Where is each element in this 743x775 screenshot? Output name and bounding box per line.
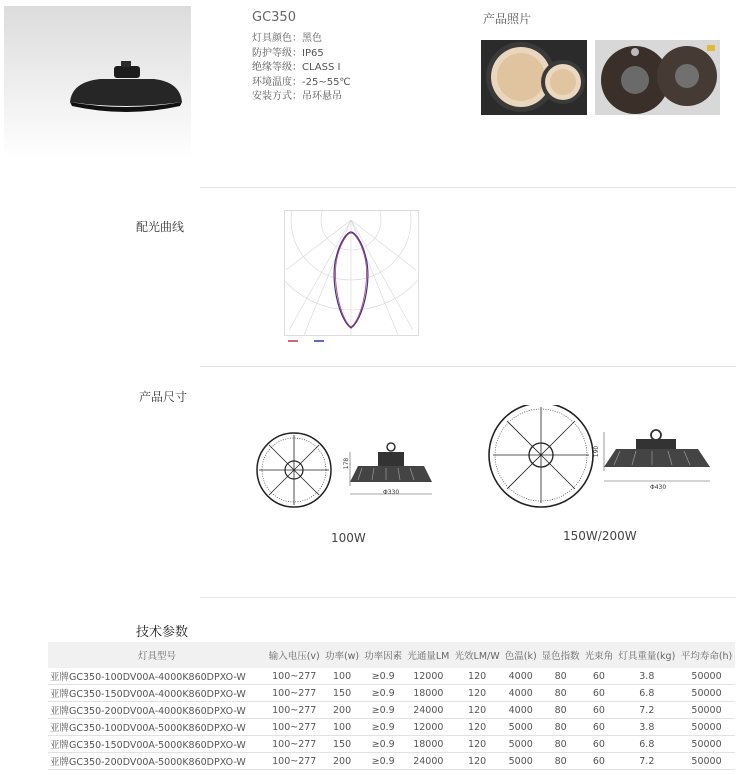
table-cell: 60 [592,687,605,699]
model-name: GC350 [252,10,296,25]
table-cell-model: 亚牌GC350-150DV00A-4000K860DPXO-W [50,689,246,700]
th-beam-angle: 光束角 [584,651,614,662]
table-row [48,702,735,719]
spec-table-container [48,642,735,770]
table-cell: 6.8 [639,738,655,750]
table-cell: 120 [468,687,487,699]
table-cell: 6.8 [639,687,655,699]
section-title-light-curve: 配光曲线 [136,220,185,234]
table-header-row [48,642,735,668]
section-title-dimensions: 产品尺寸 [139,390,188,404]
table-cell: 3.8 [639,721,655,733]
table-cell: 7.2 [639,704,655,716]
table-cell: 80 [554,755,567,767]
table-cell: 5000 [508,755,533,767]
th-power: 功率(w) [324,651,360,662]
section-title-tech-params: 技术参数 [136,625,189,640]
spec-label: 防护等级： [252,47,302,59]
table-cell-model: 亚牌GC350-200DV00A-4000K860DPXO-W [50,706,246,717]
spec-value: 吊环悬吊 [302,91,342,102]
table-row [48,685,735,702]
product-photo-front [481,40,587,115]
th-power-factor: 功率因素 [364,651,403,662]
table-cell: 150 [332,687,352,699]
table-cell: 18000 [413,687,444,699]
lamp-back-photo-icon [595,40,720,115]
table-cell-model: 亚牌GC350-100DV00A-5000K860DPXO-W [50,723,246,734]
table-cell: ≥0.9 [371,704,395,716]
table-cell: 18000 [413,738,444,750]
table-cell: 200 [332,755,352,767]
divider [200,366,736,367]
table-cell: 50000 [691,687,722,699]
table-cell-model: 亚牌GC350-100DV00A-4000K860DPXO-W [50,672,246,683]
table-cell: 120 [468,704,487,716]
table-cell: 100~277 [272,755,317,767]
lamp-front-photo-icon [481,40,587,115]
dimension-drawing-150w-200w [486,405,720,510]
table-cell: 100~277 [272,738,317,750]
table-cell: 80 [554,704,567,716]
spec-row [252,61,351,76]
table-cell: 80 [554,721,567,733]
spec-row [252,32,351,47]
spec-table [48,642,735,770]
table-cell: 5000 [508,721,533,733]
table-cell: ≥0.9 [371,687,395,699]
width-label-small: Φ330 [383,489,400,496]
product-hero-image [4,6,191,158]
table-cell: 100 [332,721,352,733]
spec-label: 环境温度： [252,76,302,88]
table-cell: ≥0.9 [371,755,395,767]
light-distribution-diagram [284,210,419,346]
spec-value: IP65 [302,47,324,59]
table-cell: 80 [554,670,567,682]
table-cell: 100~277 [272,704,317,716]
spec-row [252,76,351,91]
table-cell: 100~277 [272,687,317,699]
spec-label: 安装方式： [252,91,302,102]
height-label-small: 178 [343,457,351,470]
spec-label: 灯具颜色： [252,33,302,44]
table-cell: 100~277 [272,721,317,733]
th-cct: 色温(k) [504,651,537,662]
spec-value: 黑色 [302,33,322,44]
table-cell: 50000 [691,738,722,750]
lamp-drawing-large-icon [486,405,720,510]
product-photo-back [595,40,720,115]
th-voltage: 输入电压(v) [268,651,320,662]
table-cell: 80 [554,687,567,699]
table-cell: 120 [468,755,487,767]
table-cell: 100~277 [272,670,317,682]
height-label-large: 190 [593,445,601,458]
th-lifetime: 平均寿命(h) [680,651,733,662]
table-cell: 12000 [413,670,444,682]
table-cell-model: 亚牌GC350-150DV00A-5000K860DPXO-W [50,740,246,751]
table-cell: 24000 [413,755,444,767]
spec-list [252,32,351,105]
table-cell: 50000 [691,670,722,682]
th-model: 灯具型号 [137,651,176,662]
th-lumen: 光通量LM [407,651,450,662]
table-cell-model: 亚牌GC350-200DV00A-5000K860DPXO-W [50,757,246,768]
table-cell: 60 [592,704,605,716]
spec-row [252,90,351,105]
table-cell: ≥0.9 [371,721,395,733]
table-cell: 5000 [508,738,533,750]
table-cell: ≥0.9 [371,670,395,682]
table-row [48,668,735,685]
th-cri: 显色指数 [541,651,580,662]
table-cell: 60 [592,721,605,733]
table-cell: 120 [468,670,487,682]
table-cell: 60 [592,755,605,767]
table-cell: ≥0.9 [371,738,395,750]
divider [200,187,736,188]
table-cell: 7.2 [639,755,655,767]
table-cell: 24000 [413,704,444,716]
th-efficacy: 光效LM/W [454,651,500,662]
table-cell: 120 [468,738,487,750]
spec-value: -25~55℃ [302,76,351,88]
table-cell: 4000 [508,687,533,699]
table-row [48,753,735,770]
divider [200,597,736,598]
table-cell: 200 [332,704,352,716]
dimension-drawing-100w [254,430,439,510]
table-cell: 3.8 [639,670,655,682]
table-cell: 150 [332,738,352,750]
table-cell: 120 [468,721,487,733]
table-cell: 100 [332,670,352,682]
table-row [48,736,735,753]
spec-value: CLASS I [302,62,341,73]
table-cell: 4000 [508,670,533,682]
table-cell: 50000 [691,704,722,716]
table-row [48,719,735,736]
spec-table-body [48,668,735,770]
table-cell: 60 [592,738,605,750]
th-weight: 灯具重量(kg) [618,651,676,662]
highbay-lamp-icon [4,6,191,158]
table-cell: 50000 [691,721,722,733]
spec-row [252,47,351,62]
caption-100w: 100W [331,531,366,545]
table-cell: 12000 [413,721,444,733]
table-cell: 50000 [691,755,722,767]
table-cell: 4000 [508,704,533,716]
lamp-drawing-small-icon [254,430,439,510]
polar-curve-icon [284,210,419,346]
width-label-large: Φ430 [650,484,667,491]
photos-title: 产品照片 [483,12,532,26]
table-cell: 60 [592,670,605,682]
caption-150w-200w: 150W/200W [563,529,637,543]
spec-label: 绝缘等级： [252,62,302,73]
table-cell: 80 [554,738,567,750]
